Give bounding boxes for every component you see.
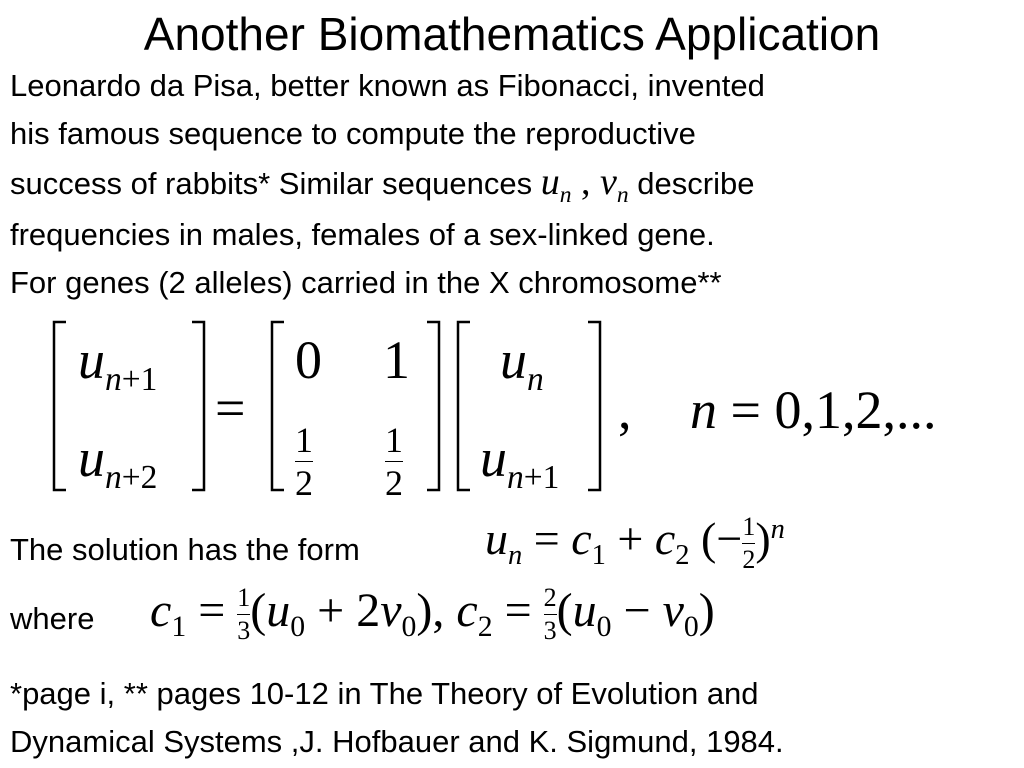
equals-sign: = [215, 378, 246, 438]
intro-line-4: frequencies in males, females of a sex-linked gene. [10, 217, 715, 252]
solution-label: The solution has the form [10, 532, 360, 567]
index-range: n = 0,1,2,... [690, 380, 937, 440]
matrix-cell-0-0: 0 [295, 330, 322, 390]
lhs-u-n-plus-2: $u_{n+2}$ [78, 428, 158, 496]
intro-line-1: Leonardo da Pisa, better known as Fibonacci, invented [10, 68, 765, 103]
matrix-cell-0-1: 1 [383, 330, 410, 390]
matrix-cell-1-0: $\frac{1}{2}$ [295, 420, 313, 503]
intro-line-5: For genes (2 alleles) carried in the X chromosome** [10, 265, 722, 300]
intro-line-2: his famous sequence to compute the reproductive [10, 116, 696, 151]
where-formula: $c_1$ = $\frac{1}{3}$ $(u_0 + 2v_0)$, $c_2$ = $\frac{2}{3}$ $(u_0 - v_0)$ [150, 583, 715, 646]
rhs-u-n: $u_n$ [500, 330, 544, 398]
footnote [10, 670, 1020, 766]
matrix-equation [0, 310, 1024, 510]
matrix-cell-1-1: $\frac{1}{2}$ [385, 420, 403, 503]
slide-title: Another Biomathematics Application [143, 8, 881, 60]
sequences-un-vn: $u_n$ , $v_n$ [540, 161, 629, 209]
intro-line-3 [10, 158, 1010, 211]
intro-line-3-start: success of rabbits* Similar sequences [10, 166, 533, 201]
intro-line-3-end: describe [637, 166, 755, 201]
lhs-u-n-plus-1: $u_{n+1}$ [78, 330, 158, 398]
rhs-u-n-plus-1: $u_{n+1}$ [480, 428, 560, 496]
footnote-line-1: *page i, ** pages 10-12 in The Theory of Evolution and [10, 676, 759, 711]
intro-paragraph [10, 62, 1010, 307]
comma: , [618, 380, 632, 440]
solution-formula: $u_n = c_1 + c_2$ (− $\frac{1}{2}$ )$^n$ [485, 511, 785, 574]
where-label: where [10, 601, 95, 636]
footnote-line-2: Dynamical Systems ,J. Hofbauer and K. Sigmund, 1984. [10, 724, 784, 759]
